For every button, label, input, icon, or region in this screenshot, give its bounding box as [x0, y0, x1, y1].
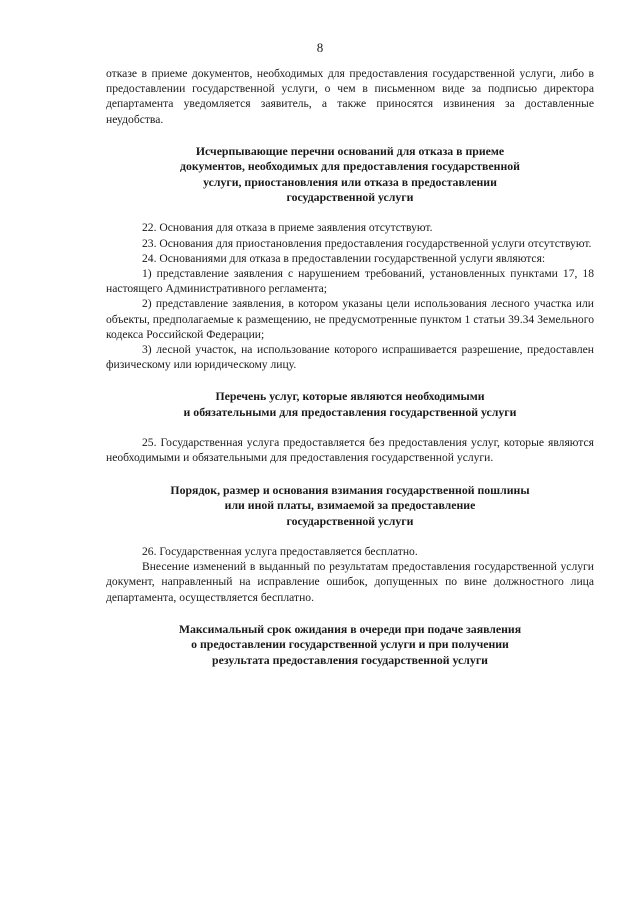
heading-line: Перечень услуг, которые являются необходимыми	[215, 389, 485, 404]
spacer	[106, 372, 594, 389]
paragraph-26: 26. Государственная услуга предоставляется бесплатно.	[142, 544, 418, 558]
section-heading-queue-time	[106, 622, 594, 668]
paragraph-24: 24. Основаниями для отказа в предоставлении государственной услуги являются:	[142, 251, 546, 265]
paragraph-22: 22. Основания для отказа в приеме заявления отсутствуют.	[142, 221, 433, 235]
document-body	[106, 66, 594, 668]
intro-paragraph: отказе в приеме документов, необходимых для предоставления государственной услуги, либо в предоставлении государственной услуги, о чем в письменном виде за подписью директора департамента уведомляется заявитель, а также приносятся извинения за доставленные неудобства.	[106, 67, 594, 126]
paragraph-25: 25. Государственная услуга предоставляется без предоставления услуг, которые являются необходимыми и обязательными для предоставления государственной услуги.	[106, 436, 594, 465]
list-item-3: 3) лесной участок, на использование которого испрашивается разрешение, предоставлен физическому или юридическому лицу.	[106, 343, 594, 372]
heading-line: результата предоставления государственной услуги	[212, 652, 488, 667]
list-item-2: 2) представление заявления, в котором указаны цели использования лесного участка или объекты, предполагаемые к размещению, не предусмотренные пунктом 1 статьи 39.34 Земельного кодекса Российской Федерации;	[106, 297, 594, 341]
heading-line: о предоставлении государственной услуги и при получении	[191, 637, 509, 652]
spacer	[106, 529, 594, 544]
heading-line: документов, необходимых для предоставления государственной	[180, 159, 520, 174]
paragraph-corrections: Внесение изменений в выданный по результатам предоставления государственной услуги документ, направленный на исправление ошибок, допущенных по вине должностного лица департамента, осуществляется бесплатно.	[106, 560, 594, 604]
spacer	[106, 420, 594, 435]
heading-line: государственной услуги	[286, 513, 414, 528]
heading-line: или иной платы, взимаемой за предоставление	[224, 498, 476, 513]
heading-line: услуги, приостановления или отказа в предоставлении	[203, 174, 497, 189]
heading-line: Исчерпывающие перечни оснований для отказа в приеме	[195, 143, 505, 158]
section-heading-required-services	[106, 389, 594, 420]
heading-line: государственной услуги	[286, 190, 414, 205]
spacer	[106, 205, 594, 220]
spacer	[106, 605, 594, 622]
spacer	[106, 127, 594, 144]
section-heading-refusal-grounds	[106, 144, 594, 206]
section-heading-state-fee	[106, 483, 594, 529]
list-item-1: 1) представление заявления с нарушением требований, установленных пунктами 17, 18 настоящего Административного регламента;	[106, 267, 594, 296]
page-number: 8	[316, 40, 324, 55]
heading-line: Максимальный срок ожидания в очереди при подаче заявления	[178, 621, 522, 636]
heading-line: Порядок, размер и основания взимания государственной пошлины	[170, 482, 530, 497]
spacer	[106, 466, 594, 483]
paragraph-23: 23. Основания для приостановления предоставления государственной услуги отсутствуют.	[142, 236, 592, 250]
heading-line: и обязательными для предоставления государственной услуги	[183, 404, 517, 419]
